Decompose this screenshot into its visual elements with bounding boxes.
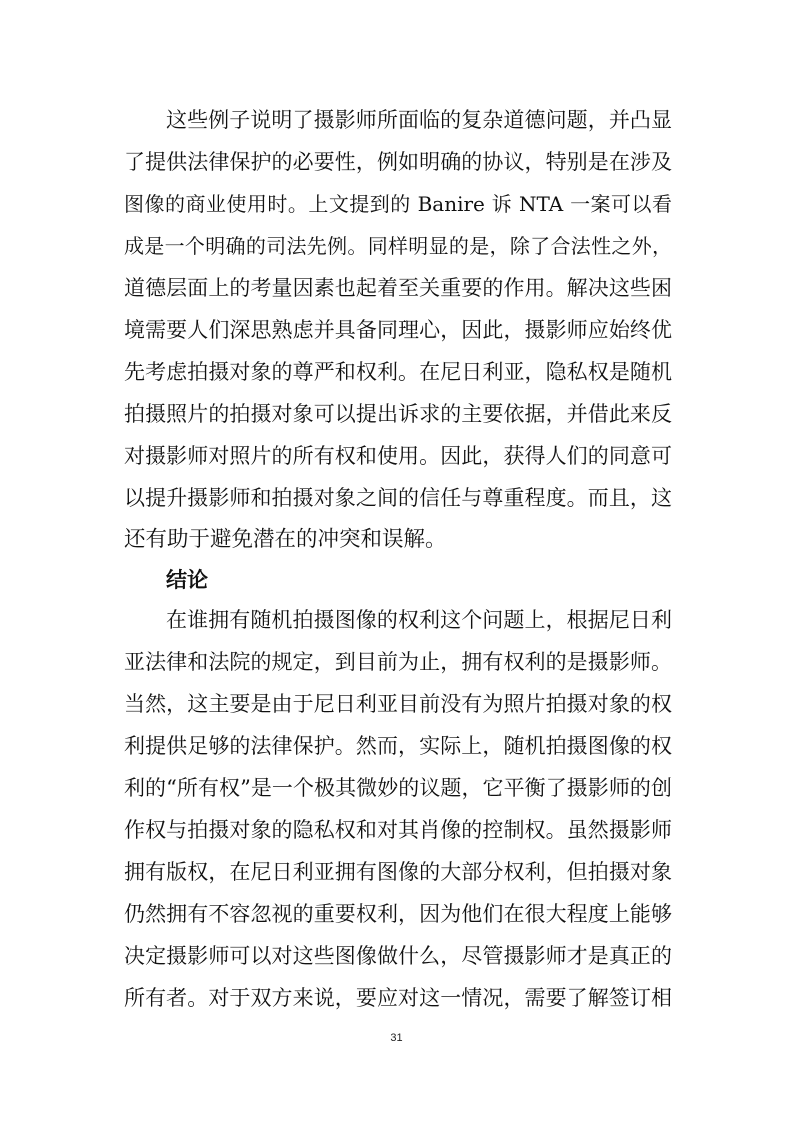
paragraph2-line: 在谁拥有随机拍摄图像的权利这个问题上，根据尼日利: [166, 608, 672, 632]
paragraph1-line: 道德层面上的考量因素也起着至关重要的作用。解决这些困: [124, 276, 672, 300]
paragraph2-line: 作权与拍摄对象的隐私权和对其肖像的控制权。虽然摄影师: [124, 818, 672, 842]
paragraph1-line: 还有助于避免潜在的冲突和误解。: [124, 527, 447, 552]
paragraph1-line: 对摄影师对照片的所有权和使用。因此，获得人们的同意可: [124, 444, 672, 468]
paragraph2-line: 当然，这主要是由于尼日利亚目前没有为照片拍摄对象的权: [124, 692, 672, 716]
paragraph2-line: 亚法律和法院的规定，到目前为止，拥有权利的是摄影师。: [124, 650, 672, 674]
paragraph1-line: 成是一个明确的司法先例。同样明显的是，除了合法性之外，: [124, 234, 672, 258]
section-heading: 结论: [166, 568, 208, 592]
paragraph1-line: 这些例子说明了摄影师所面临的复杂道德问题，并凸显: [166, 108, 672, 132]
paragraph1-line: 了提供法律保护的必要性，例如明确的协议，特别是在涉及: [124, 150, 672, 174]
paragraph1-line: 拍摄照片的拍摄对象可以提出诉求的主要依据，并借此来反: [124, 402, 672, 426]
paragraph2-line: 利的“所有权”是一个极其微妙的议题，它平衡了摄影师的创: [124, 776, 672, 800]
paragraph2-line: 仍然拥有不容忽视的重要权利，因为他们在很大程度上能够: [124, 902, 672, 926]
paragraph2-line: 所有者。对于双方来说，要应对这一情况，需要了解签订相: [124, 986, 672, 1010]
page-number: 31: [390, 1032, 403, 1044]
paragraph2-line: 拥有版权，在尼日利亚拥有图像的大部分权利，但拍摄对象: [124, 860, 672, 884]
paragraph1-line: 先考虑拍摄对象的尊严和权利。在尼日利亚，隐私权是随机: [124, 360, 672, 384]
paragraph2-line: 利提供足够的法律保护。然而，实际上，随机拍摄图像的权: [124, 734, 672, 758]
paragraph1-line: 以提升摄影师和拍摄对象之间的信任与尊重程度。而且，这: [124, 486, 672, 510]
paragraph1-line: 境需要人们深思熟虑并具备同理心，因此，摄影师应始终优: [124, 318, 672, 342]
paragraph2-line: 决定摄影师可以对这些图像做什么，尽管摄影师才是真正的: [124, 944, 672, 968]
paragraph1-line: 图像的商业使用时。上文提到的 Banire 诉 NTA 一案可以看: [124, 192, 672, 216]
